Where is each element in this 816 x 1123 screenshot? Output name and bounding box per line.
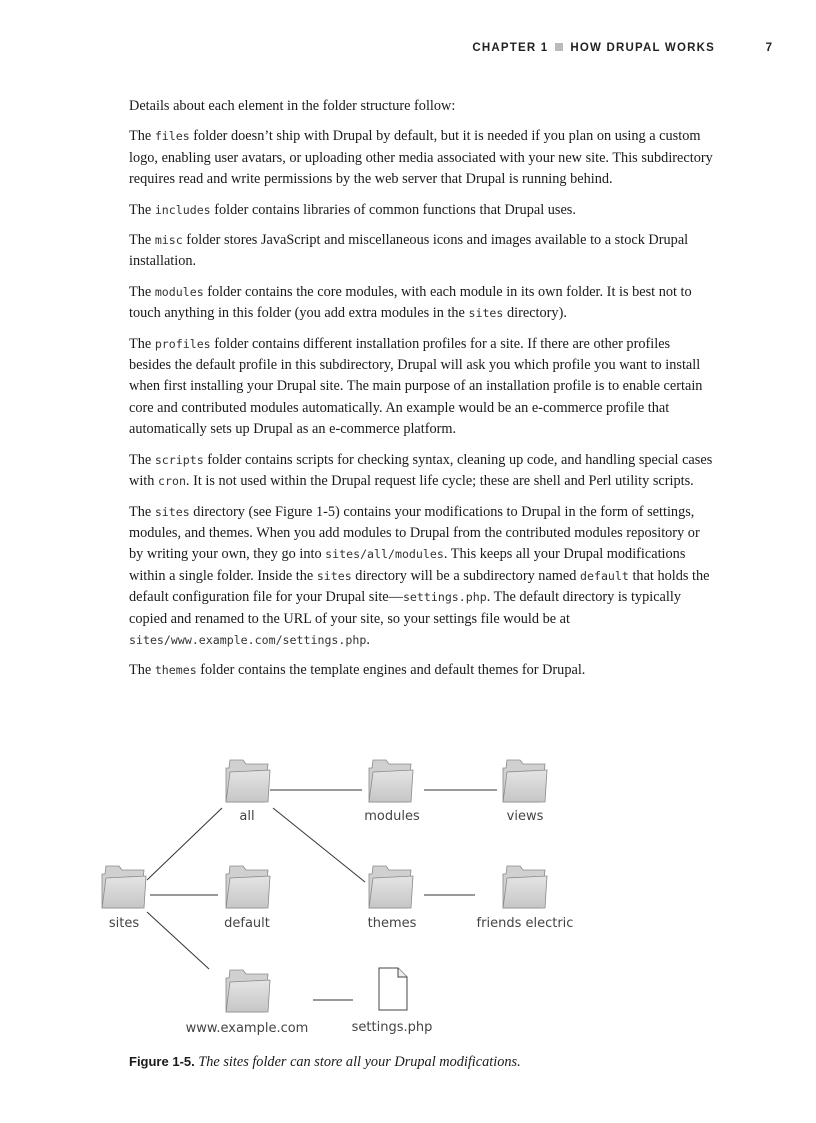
folder-icon-default: [226, 866, 270, 908]
paragraph-includes: [129, 200, 714, 221]
label-default: default: [224, 916, 270, 931]
label-all: all: [239, 809, 255, 824]
code: misc: [154, 233, 183, 248]
text: folder stores JavaScript and miscellaneous icons and images available to a stock Drupal installation.: [129, 232, 689, 270]
code: cron: [158, 474, 186, 489]
code: scripts: [154, 452, 204, 467]
text: directory).: [503, 305, 567, 322]
paragraph-scripts: [129, 450, 714, 493]
figure-number: Figure 1-5.: [129, 1054, 195, 1069]
code: profiles: [154, 336, 211, 351]
text: The: [129, 128, 155, 145]
code: sites: [316, 568, 352, 583]
paragraph-themes: [129, 660, 714, 681]
chapter-title: [472, 42, 715, 54]
code: modules: [154, 284, 204, 299]
text: folder contains different installation profiles for a site. If there are other profiles besides the default profile in this subdirectory, Drupal will ask you which profile you want to install when first installing your Drupal site. The main purpose of an installation profile is to enable certain core and contributed modules automatically. An example would be an e-commerce profile that automatically sets up Drupal as an e-commerce platform.: [129, 335, 703, 438]
label-modules: modules: [364, 809, 420, 824]
text: The: [129, 335, 155, 352]
text: folder contains libraries of common functions that Drupal uses.: [210, 201, 576, 218]
text: directory will be a subdirectory named: [351, 567, 580, 584]
separator-square: [555, 43, 563, 51]
label-themes: themes: [367, 916, 417, 931]
code: sites: [468, 306, 504, 321]
paragraph-sites: [129, 502, 714, 652]
text: . It is not used within the Drupal request life cycle; these are shell and Perl utility scripts.: [185, 473, 694, 490]
text: directory (see Figure 1-5) contains your modifications to Drupal in the form of settings, modules, and themes. When you add modules to Drupal from the contributed modules repository or by writing your own, they go into: [129, 503, 700, 563]
paragraph-intro: Details about each element in the folder structure follow:: [129, 98, 456, 114]
code: themes: [154, 663, 197, 678]
chapter-name: HOW DRUPAL WORKS: [570, 42, 715, 54]
code: files: [154, 129, 190, 144]
label-views: views: [506, 809, 544, 824]
line-sites-all: [147, 808, 222, 880]
label-friends-electric: friends electric: [476, 916, 574, 931]
paragraph-modules: [129, 282, 714, 325]
text: The: [129, 283, 155, 300]
file-icon-settings-php: [379, 968, 407, 1010]
chapter-label: CHAPTER 1: [472, 42, 549, 54]
label-sites: sites: [108, 916, 140, 931]
figure-folder-tree: [0, 740, 816, 1040]
running-header: [0, 40, 816, 60]
line-all-themes: [273, 808, 365, 882]
code: includes: [154, 202, 211, 217]
code: sites/www.example.com/settings.php: [129, 632, 367, 647]
text: The: [129, 201, 155, 218]
text: folder contains the core modules, with each module in its own folder. It is best not to touch anything in this folder (you add extra modules in the: [129, 283, 692, 322]
line-sites-example: [147, 912, 209, 969]
figure-caption-text: The sites folder can store all your Drupal modifications.: [198, 1054, 521, 1070]
text: . The default directory is typically copied and renamed to the URL of your site, so your settings file would be at: [129, 589, 681, 627]
text: The: [129, 503, 155, 520]
folder-icon-views: [503, 760, 547, 802]
folder-icon-all: [226, 760, 270, 802]
folder-tree-diagram: [0, 740, 816, 1040]
paragraph-files: [129, 126, 714, 190]
text: that holds the default configuration file for your Drupal site—: [129, 567, 710, 606]
figure-caption: [129, 1054, 521, 1071]
code: default: [580, 568, 629, 583]
text: The: [129, 662, 155, 679]
page-number: 7: [765, 42, 772, 54]
paragraph-misc: [129, 230, 714, 273]
folder-icon-themes: [369, 866, 413, 908]
folder-icon-www-example-com: [226, 970, 270, 1012]
folder-icon-sites: [102, 866, 146, 908]
code: settings.php: [402, 590, 487, 605]
text: . This keeps all your Drupal modifications within a single folder. Inside the: [129, 546, 686, 584]
text: folder doesn’t ship with Drupal by default, but it is needed if you plan on using a custom logo, enabling user avatars, or uploading other media associated with your new site. This subdirectory requires read and write permissions by the web server that Drupal is running behind.: [129, 128, 713, 188]
label-settings-php: settings.php: [351, 1020, 433, 1035]
code: sites/all/modules: [325, 547, 444, 562]
text: The: [129, 451, 155, 468]
folder-icon-friends-electric: [503, 866, 547, 908]
text: folder contains the template engines and default themes for Drupal.: [196, 662, 586, 679]
label-www-example-com: www.example.com: [185, 1021, 309, 1036]
code: sites: [154, 504, 190, 519]
paragraph-profiles: [129, 334, 714, 441]
folder-icon-modules: [369, 760, 413, 802]
text: folder contains scripts for checking syntax, cleaning up code, and handling special cases with: [129, 451, 713, 490]
connector-lines: [147, 790, 497, 1000]
text: The: [129, 232, 155, 249]
text: .: [366, 631, 370, 648]
body-text: [129, 96, 714, 691]
